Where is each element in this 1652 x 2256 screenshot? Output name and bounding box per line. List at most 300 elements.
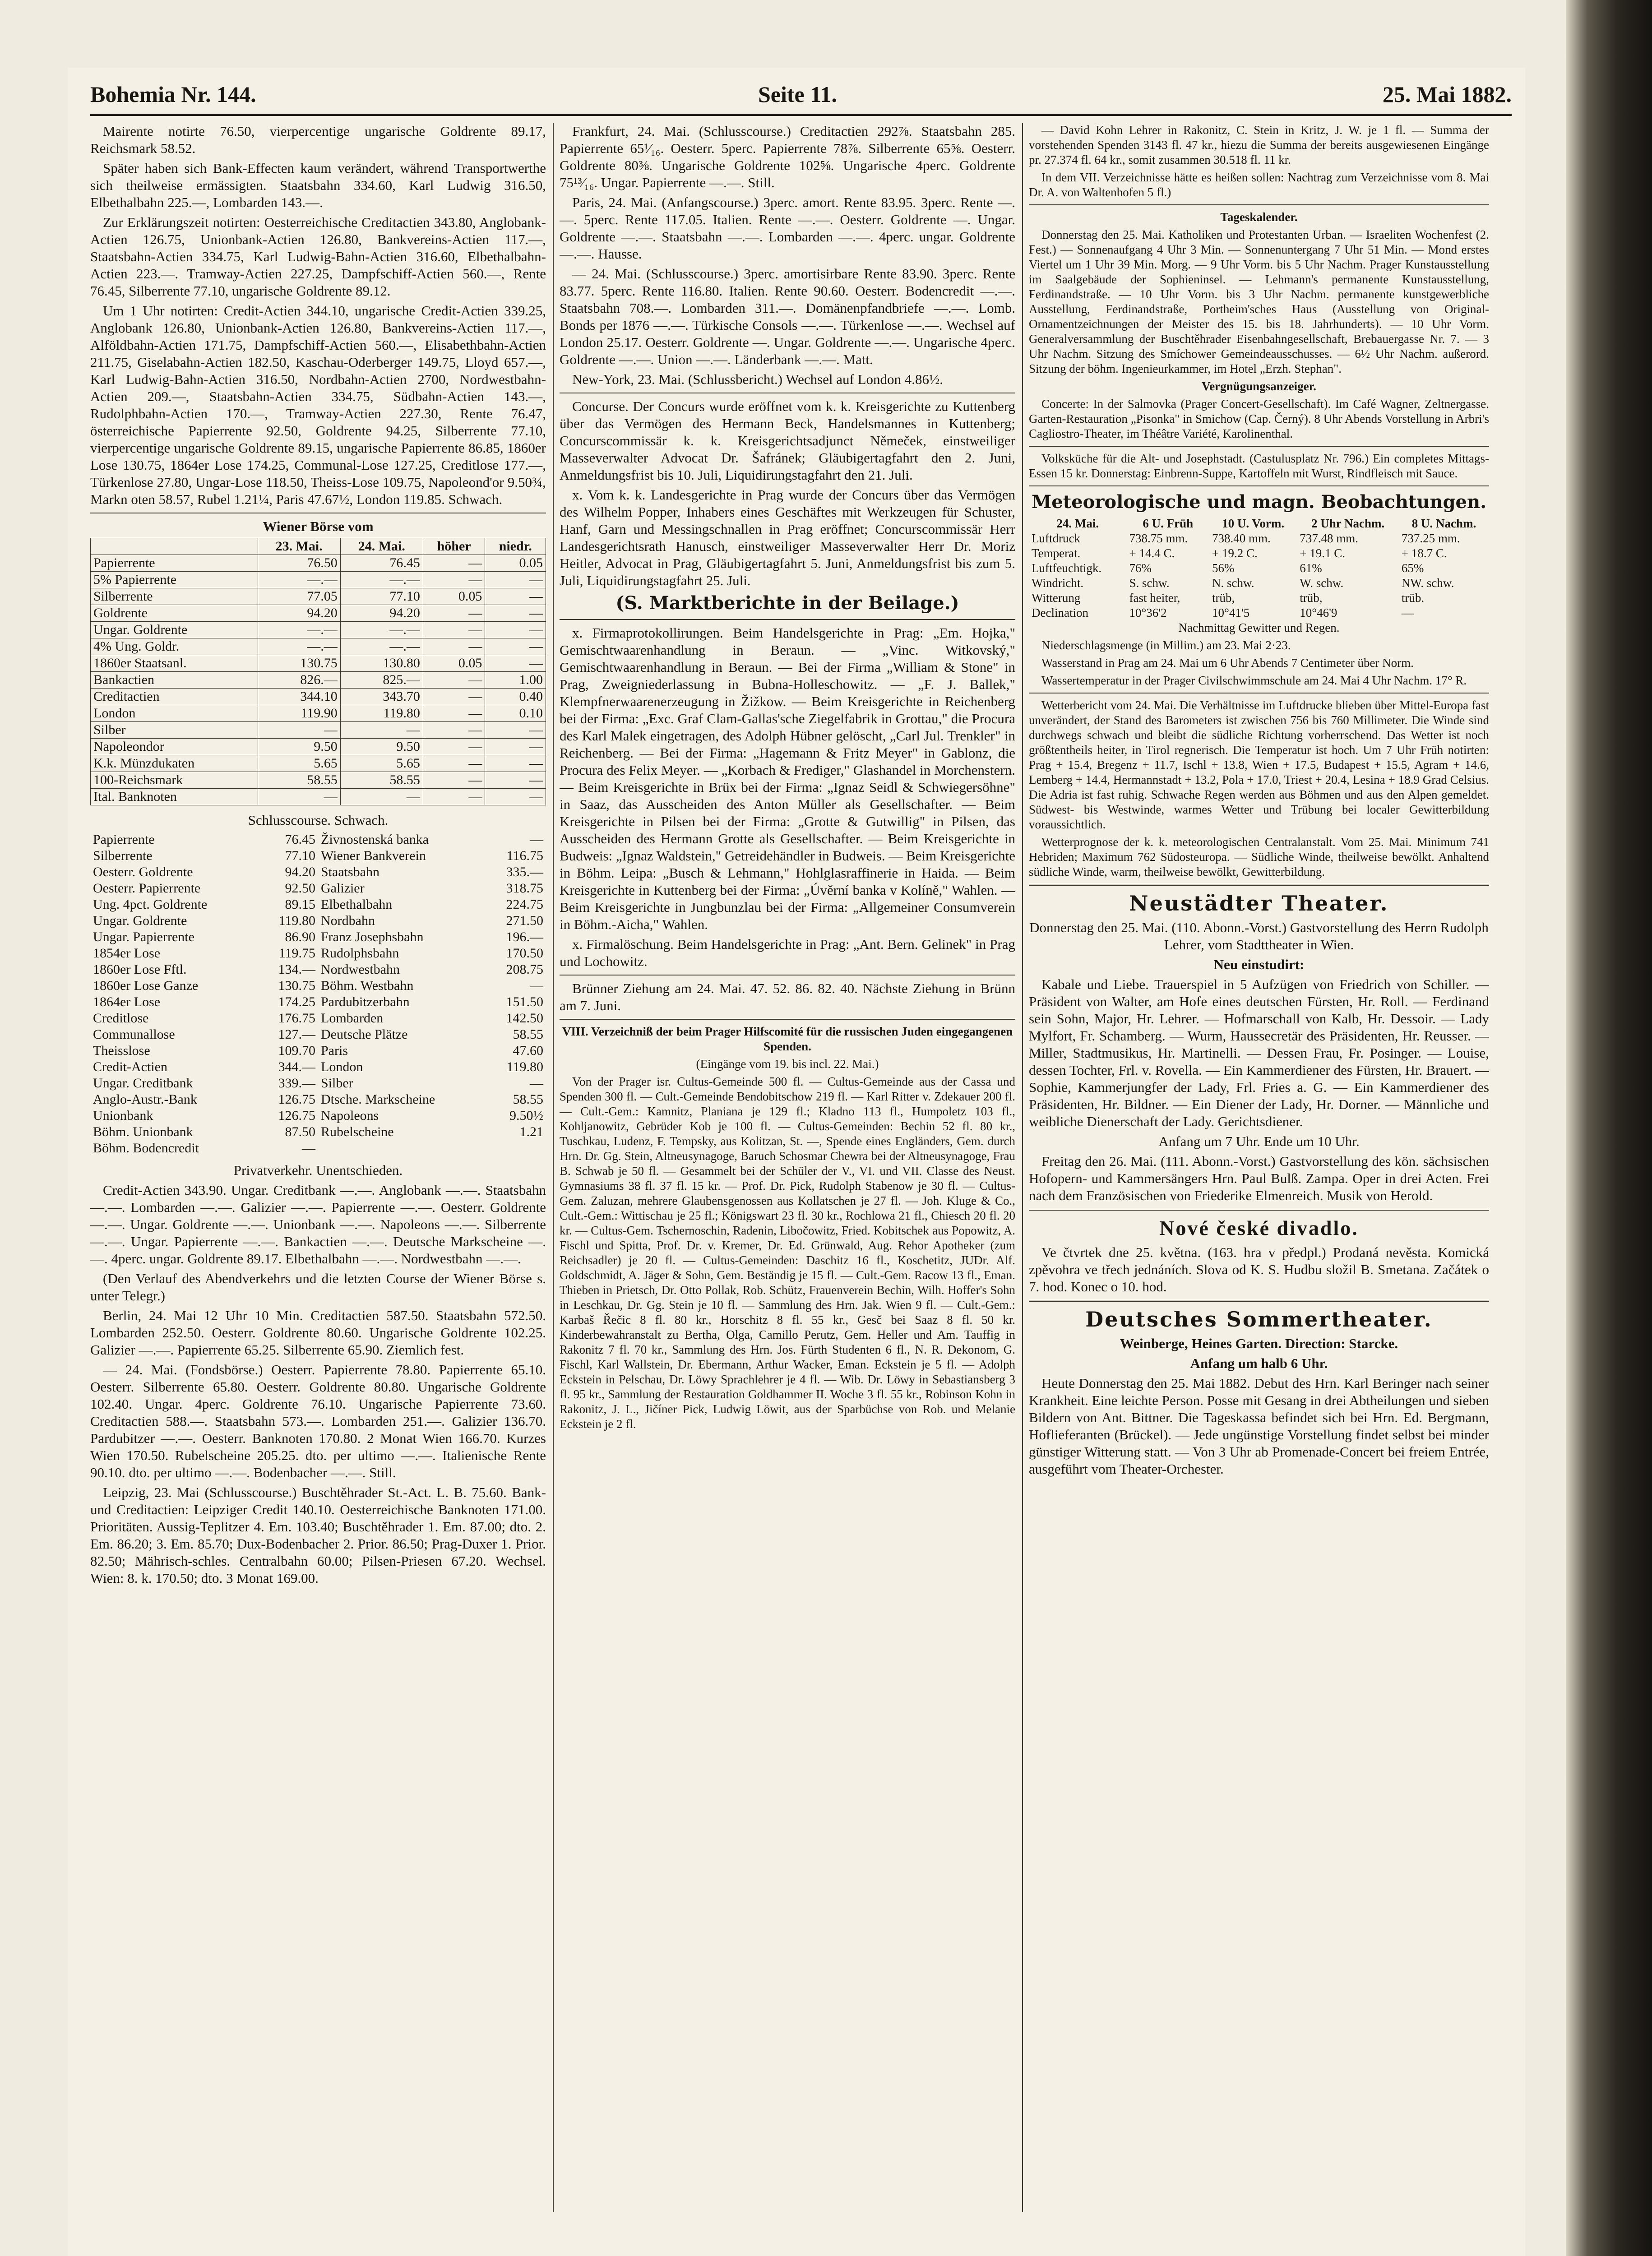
- table-cell: 94.20: [285, 864, 315, 879]
- paragraph: Nachmittag Gewitter und Regen.: [1178, 621, 1340, 634]
- table-cell: trüb,: [1212, 591, 1235, 605]
- table-header-cell: 23. Mai.: [258, 538, 340, 555]
- table-row: [91, 672, 546, 689]
- table-cell: Deutsche Plätze: [321, 1027, 408, 1042]
- table-cell: 142.50: [506, 1011, 543, 1026]
- table-cell: Luftfeuchtigk.: [1032, 561, 1102, 575]
- table-header-cell: 10 U. Vorm.: [1222, 517, 1285, 530]
- table-cell: London: [321, 1059, 363, 1074]
- table-cell: 86.90: [285, 929, 315, 944]
- table-row: [91, 622, 546, 638]
- paragraph: Weinberge, Heines Garten. Direction: Starcke.: [1120, 1336, 1398, 1351]
- table-row: [91, 555, 546, 572]
- table-cell: Silber: [91, 722, 258, 739]
- meteorology-table: [1029, 516, 1489, 620]
- table-cell: Silber: [321, 1076, 353, 1091]
- paragraph: (Den Verlauf des Abendverkehrs und die letzten Course der Wiener Börse s. unter Telegr.): [90, 1271, 546, 1304]
- table-cell: 224.75: [506, 897, 543, 912]
- wetterprognose: Wetterprognose der k. k. meteorologischen Centralanstalt. Vom 25. Mai. Minimum 741 Hebriden; Maximum 762 Südosteuropa. — Südliche Winde, theilweise bewölkt. Anhaltend südliche Winde, warm, theilweise bewölkt, Gewitterbildung.: [1029, 835, 1489, 878]
- table-row: [91, 705, 546, 722]
- table-cell: Rudolphsbahn: [321, 946, 399, 961]
- neustaedter-theater-title: Neustädter Theater.: [1129, 891, 1389, 915]
- table-cell: + 18.7 C.: [1401, 546, 1447, 560]
- paragraph: Später haben sich Bank-Effecten kaum verändert, während Transportwerthe sich theilweise ermässigten. Staatsbahn 334.60, Karl Ludwig 316.50, Elbethalbahn 225.—, Lombarden 143.—.: [90, 160, 546, 210]
- wetterbericht: Wetterbericht vom 24. Mai. Die Verhältnisse im Luftdrucke blieben über Mittel-Europa fast unverändert, der Stand des Barometers ist zwischen 756 bis 760 Millimeter. Die Winde sind durchwegs schwach und bleibt die südliche Richtung vorherrschend. Das Wetter ist noch größtentheils heiter, in Tirol regnerisch. Die Temperatur ist hoch. Um 7 Uhr Früh notirten: Prag + 15.4, Bregenz + 11.7, Ischl + 13.8, Wien + 17.5, Budapest + 15.5, Agram + 14.6, Lemberg + 14.4, Hermannstadt + 13.2, Pola + 17.0, Triest + 20.4, Lesina + 18.9 Grad Celsius. Die Adria ist fast ruhig. Schwache Regen werden aus Böhmen und aus den Alpen gemeldet. Südwest- bis Westwinde, warmes Wetter und Trübung bei localer Gewitterbildung voraussichtlich.: [1029, 698, 1489, 831]
- table-row: [1029, 531, 1489, 546]
- table-cell: Creditactien: [91, 689, 258, 705]
- table-cell: Ungar. Creditbank: [93, 1076, 193, 1091]
- table-cell: —: [423, 755, 485, 772]
- table-cell: Unionbank: [93, 1108, 153, 1123]
- schluss-table: [90, 832, 546, 1156]
- paragraph: Neu einstudirt:: [1213, 957, 1305, 972]
- divider: [1029, 884, 1489, 886]
- table-cell: —: [423, 572, 485, 588]
- table-cell: 58.55: [340, 772, 423, 789]
- table-cell: 1860er Lose Fftl.: [93, 962, 187, 977]
- table-row: [91, 588, 546, 605]
- tageskalender-body: Donnerstag den 25. Mai. Katholiken und Protestanten Urban. — Israeliten Wochenfest (2. Fest.) — Sonnenaufgang 4 Uhr 3 Min. — Sonnenuntergang 7 Uhr 51 Min. — Mond erstes Viertel um 1 Uhr 39 Min. Morg. — 9 Uhr Vorm. bis 5 Uhr Nachm. Prager Kunstausstellung im Saalgebäude der Sophieninsel. — Lehmann's permanente Kunstausstellung, Ferdinandstraße. — 10 Uhr Vorm. bis 3 Uhr Nachm. permanente kunstgewerbliche Ausstellung, Ferdinandstraße, Portheim'sches Haus (Ausstellung von Original-Ornamentzeichnungen der Meister des 15. bis 18. Jahrhunderts). — 10 Uhr Vorm. Generalversammlung der Buschtěhrader Eisenbahngesellschaft, Brebauergasse Nr. 7. — 3 Uhr Nachm. Sitzung des Smíchower Gemeindeausschusses. — 6½ Uhr Nachm. außerord. Sitzung der böhm. Ingenieurkammer, im Hotel „Erzh. Stephan".: [1029, 228, 1489, 375]
- table-cell: 1864er Lose: [93, 994, 161, 1009]
- table-cell: 76%: [1129, 561, 1152, 575]
- table-cell: —.—: [340, 638, 423, 655]
- table-cell: 130.80: [340, 655, 423, 672]
- table-row: [90, 1140, 546, 1156]
- table-cell: W. schw.: [1300, 576, 1344, 590]
- column-3: [1029, 123, 1489, 2212]
- table-cell: 61%: [1300, 561, 1322, 575]
- tageskalender-title: Tageskalender.: [1220, 210, 1298, 224]
- table-cell: 76.45: [340, 555, 423, 572]
- table-cell: 737.48 mm.: [1300, 532, 1359, 545]
- table-cell: —: [423, 622, 485, 638]
- table-cell: —: [423, 739, 485, 755]
- table-cell: NW. schw.: [1401, 576, 1454, 590]
- table-row: [91, 789, 546, 805]
- paragraph: Anfang um 7 Uhr. Ende um 10 Uhr.: [1158, 1133, 1360, 1149]
- table-row: [1029, 606, 1489, 620]
- table-cell: trüb,: [1300, 591, 1323, 605]
- table-cell: 109.70: [278, 1043, 315, 1058]
- table-row: [1029, 591, 1489, 606]
- paragraph: Credit-Actien 343.90. Ungar. Creditbank —.—. Anglobank —.—. Staatsbahn —.—. Lombarden —.—. Galizier —.—. Papierrente —.—. Oesterr. Goldrente —.—. Ungar. Goldrente —.—. Unionbank —.—. Napoleons —.—. Silberrente —.—. Ungar. Papierrente —.—. Bankactien —.—. Deutsche Markscheine —.—. 4perc. ungar. Goldrente 89.17. Elbethalbahn —.—. Nordwestbahn —.—.: [90, 1182, 546, 1267]
- table-cell: Communallose: [93, 1027, 175, 1042]
- table-cell: —: [423, 638, 485, 655]
- table-cell: 119.80: [506, 1059, 543, 1074]
- table-cell: 208.75: [506, 962, 543, 977]
- table-row: [90, 1124, 546, 1140]
- table-cell: S. schw.: [1129, 576, 1170, 590]
- column-2: [560, 123, 1015, 2212]
- table-cell: 77.10: [340, 588, 423, 605]
- table-cell: Witterung: [1032, 591, 1081, 605]
- column-rule: [1022, 123, 1023, 2212]
- table-row: [90, 897, 546, 913]
- table-cell: Theisslose: [93, 1043, 150, 1058]
- table-cell: 318.75: [506, 881, 543, 896]
- table-cell: N. schw.: [1212, 576, 1254, 590]
- table-cell: 94.20: [340, 605, 423, 622]
- table-cell: Ung. 4pct. Goldrente: [93, 897, 208, 912]
- table-cell: 737.25 mm.: [1401, 532, 1460, 545]
- table-cell: —: [423, 705, 485, 722]
- table-row: [90, 929, 546, 945]
- divider: [1029, 446, 1489, 447]
- table-cell: 126.75: [278, 1092, 315, 1107]
- table-row: [90, 994, 546, 1010]
- divider: [1029, 1300, 1489, 1302]
- header-rule: [90, 114, 1512, 116]
- table-row: [90, 832, 546, 848]
- paragraph: Leipzig, 23. Mai (Schlusscourse.) Buschtěhrader St.-Act. L. B. 75.60. Bank- und Creditactien: Leipziger Credit 140.10. Oesterreichische Banknoten 171.00. Prioritäten. Aussig-Teplitzer 4. Em. 103.40; Buschtěhrader 1. Em. 87.00; dto. 2. Em. 86.20; 3. Em. 85.70; Dux-Bodenbacher 2. Prior. 86.50; Prag-Duxer 1. Prior. 82.50; Mährisch-schles. Centralbahn 60.00; Pilsen-Priesen 67.20. Wechsel. Wien: 8. k. 170.50; dto. 3 Monat 169.00.: [90, 1484, 546, 1586]
- table-cell: 0.40: [485, 689, 546, 705]
- table-cell: Lombarden: [321, 1011, 384, 1026]
- table-cell: 1860er Lose Ganze: [93, 978, 199, 993]
- table-row: [91, 739, 546, 755]
- table-cell: Credit-Actien: [93, 1059, 167, 1074]
- table-cell: 77.10: [285, 848, 315, 863]
- table-cell: 130.75: [258, 655, 340, 672]
- paragraph: Berlin, 24. Mai 12 Uhr 10 Min. Creditactien 587.50. Staatsbahn 572.50. Lombarden 252.50. Oesterr. Goldrente 80.60. Ungarische Goldrente 102.25. Galizier —.—. Papierrente 65.25. Silberrente 65.90. Ziemlich fest.: [90, 1308, 546, 1358]
- table-cell: 1854er Lose: [93, 946, 161, 961]
- table-row: [90, 913, 546, 929]
- table-cell: Bankactien: [91, 672, 258, 689]
- table-cell: Paris: [321, 1043, 348, 1058]
- page-date: 25. Mai 1882.: [1382, 82, 1512, 107]
- table-cell: 174.25: [278, 994, 315, 1009]
- table-cell: Anglo-Austr.-Bank: [93, 1092, 197, 1107]
- table-cell: 58.55: [258, 772, 340, 789]
- table-cell: 58.55: [513, 1092, 543, 1107]
- table-cell: —: [423, 772, 485, 789]
- table-cell: 100-Reichsmark: [91, 772, 258, 789]
- paragraph: Zur Erklärungszeit notirten: Oesterreichische Creditactien 343.80, Anglobank-Actien 126.75, Unionbank-Actien 126.80, Bankvereins-Actien 117.—, Staatsbahn-Actien 334.75, Karl Ludwig-Bahn-Actien 316.60, Elbethalbahn-Actien 223.—. Tramway-Actien 227.25, Dampfschiff-Actien 560.—, Rente 76.45, Silberrente 77.10, ungarische Goldrente 89.12.: [90, 214, 546, 299]
- table-cell: —: [485, 655, 546, 672]
- table-row: [90, 864, 546, 880]
- table-cell: 56%: [1212, 561, 1235, 575]
- table-cell: 92.50: [285, 881, 315, 896]
- table-cell: [486, 1140, 546, 1156]
- table-cell: 151.50: [506, 994, 543, 1009]
- table-cell: 119.75: [278, 946, 315, 961]
- table-cell: —: [485, 739, 546, 755]
- spenden-subtitle: (Eingänge vom 19. bis incl. 22. Mai.): [696, 1057, 879, 1071]
- table-cell: 339.—: [278, 1076, 315, 1091]
- table-cell: 176.75: [278, 1011, 315, 1026]
- table-cell: —: [423, 722, 485, 739]
- paragraph: — 24. Mai. (Fondsbörse.) Oesterr. Papierrente 78.80. Papierrente 65.10. Oesterr. Silberrente 65.80. Oesterr. Goldrente 80.80. Ungarische Goldrente 102.40. Ungar. 4perc. Goldrente 76.10. Ungarische Papierrente 73.60. Creditactien 588.—. Staatsbahn 573.—. Lombarden 251.—. Galizier 136.70. Pardubitzer —.—. Oesterr. Banknoten 170.80. 2 Monat Wien 166.70. Kurzes Wien 170.50. Rubelscheine 205.25. dto. per ultimo —.—. Italienische Rente 90.10. dto. per ultimo —.—. Bodenbacher —.—. Still.: [90, 1362, 546, 1480]
- paragraph: In dem VII. Verzeichnisse hätte es heißen sollen: Nachtrag zum Verzeichnisse vom 8. Mai Dr. A. von Waltenhofen 5 fl.): [1029, 171, 1489, 199]
- divider: [1029, 1209, 1489, 1211]
- table-cell: Declination: [1032, 606, 1088, 619]
- spenden-title: VIII. Verzeichniß der beim Prager Hilfscomité für die russischen Juden eingegangenen Spenden.: [562, 1025, 1013, 1053]
- paragraph: Wassertemperatur in der Prager Civilschwimmschule am 24. Mai 4 Uhr Nachm. 17° R.: [1041, 674, 1467, 687]
- table-cell: —: [423, 789, 485, 805]
- table-cell: Goldrente: [91, 605, 258, 622]
- paragraph: New-York, 23. Mai. (Schlussbericht.) Wechsel auf London 4.86½.: [572, 371, 944, 387]
- table-cell: —.—: [340, 622, 423, 638]
- table-cell: Galizier: [321, 881, 365, 896]
- table-cell: —: [485, 588, 546, 605]
- table-cell: —: [423, 689, 485, 705]
- table-row: [91, 638, 546, 655]
- table-cell: 76.50: [258, 555, 340, 572]
- table-cell: Temperat.: [1032, 546, 1081, 560]
- table-cell: Ital. Banknoten: [91, 789, 258, 805]
- table-cell: 65%: [1401, 561, 1424, 575]
- table-cell: Ungar. Goldrente: [93, 913, 187, 928]
- nove-divadlo-title: Nové české divadlo.: [1159, 1216, 1359, 1239]
- table-row: [91, 605, 546, 622]
- table-cell: 196.—: [506, 929, 543, 944]
- table-cell: Papierrente: [91, 555, 258, 572]
- table-cell: 10°41'5: [1212, 606, 1250, 619]
- table-cell: 134.—: [278, 962, 315, 977]
- table-cell: Silberrente: [91, 588, 258, 605]
- table-header-cell: 8 U. Nachm.: [1411, 517, 1476, 530]
- table-row: [90, 945, 546, 962]
- table-cell: —: [423, 605, 485, 622]
- table-cell: —: [485, 622, 546, 638]
- table-cell: 9.50: [258, 739, 340, 755]
- table-cell: Creditlose: [93, 1011, 149, 1026]
- table-cell: 119.90: [258, 705, 340, 722]
- meteorology-title: Meteorologische und magn. Beobachtungen.: [1032, 491, 1486, 513]
- table-cell: trüb.: [1401, 591, 1425, 605]
- table-cell: —: [423, 555, 485, 572]
- column-1: [90, 123, 546, 2212]
- table-cell: 87.50: [285, 1124, 315, 1139]
- table-cell: 116.75: [506, 848, 543, 863]
- table-cell: 76.45: [285, 832, 315, 847]
- table-cell: Windricht.: [1032, 576, 1084, 590]
- paragraph: Wasserstand in Prag am 24. Mai um 6 Uhr Abends 7 Centimeter über Norm.: [1041, 656, 1414, 670]
- schluss-title: Schlusscourse. Schwach.: [248, 812, 389, 828]
- paragraph: x. Vom k. k. Landesgerichte in Prag wurde der Concurs über das Vermögen des Wilhelm Popper, Inhabers eines Geschäftes mit Werkzeugen für Schuster, Hanf, Garn und Messingschnallen in Prag eröffnet; Concurscommissär Herr Landesgerichtsrath Hanusch, einstweiliger Masseverwalter Herr Dr. Moriz Heitler, Advocat in Prag, Gläubigertagfahrt 5. Juni, Anmeldungsfrist bis zum 5. Juli, Liquidirungstagfahrt 25. Juli.: [560, 487, 1015, 588]
- table-cell: Luftdruck: [1032, 532, 1080, 545]
- table-cell: 271.50: [506, 913, 543, 928]
- paragraph: Freitag den 26. Mai. (111. Abonn.-Vorst.) Gastvorstellung des kön. sächsischen Hofopern- und Kammersängers Hrn. Paul Bulß. Zampa. Oper in drei Acten. Frei nach dem Französischen von Friederike Elmenreich. Musik von Herold.: [1029, 1153, 1489, 1203]
- table-cell: —.—: [258, 638, 340, 655]
- newspaper-title: Bohemia Nr. 144.: [90, 82, 256, 107]
- table-cell: 825.—: [340, 672, 423, 689]
- table-cell: —: [485, 722, 546, 739]
- table-cell: —: [485, 789, 546, 805]
- table-row: [91, 772, 546, 789]
- table-cell: Staatsbahn: [321, 864, 379, 879]
- table-cell: [318, 1140, 486, 1156]
- table-cell: 47.60: [513, 1043, 543, 1058]
- privat-title: Privatverkehr. Unentschieden.: [233, 1162, 403, 1178]
- page-header: [90, 81, 1512, 108]
- table-header-cell: 24. Mai.: [340, 538, 423, 555]
- table-cell: 170.50: [506, 946, 543, 961]
- table-cell: —: [258, 722, 340, 739]
- table-cell: Nordbahn: [321, 913, 375, 928]
- table-cell: Böhm. Unionbank: [93, 1124, 193, 1139]
- table-cell: —: [1401, 606, 1414, 619]
- table-cell: 0.05: [485, 555, 546, 572]
- table-row: [1029, 546, 1489, 561]
- marktberichte-notice: (S. Marktberichte in der Beilage.): [615, 592, 959, 614]
- table-cell: 10°36'2: [1129, 606, 1167, 619]
- table-row: [90, 1026, 546, 1043]
- divider: [560, 1019, 1015, 1020]
- table-cell: 77.05: [258, 588, 340, 605]
- table-cell: 738.40 mm.: [1212, 532, 1271, 545]
- table-cell: —: [530, 1076, 543, 1091]
- table-row: [91, 755, 546, 772]
- table-header-cell: 6 U. Früh: [1143, 517, 1194, 530]
- table-cell: + 19.1 C.: [1300, 546, 1346, 560]
- column-rule: [553, 123, 554, 2212]
- page-number: Seite 11.: [758, 82, 837, 107]
- table-cell: 5% Papierrente: [91, 572, 258, 588]
- table-cell: Pardubitzerbahn: [321, 994, 410, 1009]
- table-cell: 826.—: [258, 672, 340, 689]
- table-cell: —: [485, 605, 546, 622]
- paragraph: Heute Donnerstag den 25. Mai 1882. Debut des Hrn. Karl Beringer nach seiner Krankheit. Eine leichte Person. Posse mit Gesang in drei Abtheilungen und sieben Bildern von Ant. Bittner. Die Tageskassa befindet sich bei Hrn. Ed. Bergmann, Hoflieferanten (Brückel). — Jede ungünstige Vorstellung findet selbst bei minder günstiger Witterung statt. — Von 3 Uhr ab Promenade-Concert bei freiem Entrée, ausgeführt vom Theater-Orchester.: [1029, 1375, 1489, 1477]
- paragraph: Donnerstag den 25. Mai. (110. Abonn.-Vorst.) Gastvorstellung des Herrn Rudolph Lehrer, vom Stadttheater in Wien.: [1029, 920, 1489, 952]
- table-row: [91, 655, 546, 672]
- table-cell: —: [423, 672, 485, 689]
- table-row: [91, 722, 546, 739]
- table-header-cell: [91, 538, 258, 555]
- table-cell: fast heiter,: [1129, 591, 1180, 605]
- table-cell: Ungar. Goldrente: [91, 622, 258, 638]
- table-cell: Elbethalbahn: [321, 897, 393, 912]
- table-cell: 344.—: [278, 1059, 315, 1074]
- table-row: [90, 1075, 546, 1091]
- table-cell: Oesterr. Goldrente: [93, 864, 193, 879]
- table-cell: 0.10: [485, 705, 546, 722]
- table-cell: 9.50½: [509, 1108, 543, 1123]
- table-cell: Napoleons: [321, 1108, 379, 1123]
- paragraph: Frankfurt, 24. Mai. (Schlusscourse.) Creditactien 292⅞. Staatsbahn 285. Papierrente 65¹⁄₁₆. Oesterr. 5perc. Papierrente 78⅞. Silberrente 65⅝. Oesterr. Goldrente 80⅜. Ungarische Goldrente 102⅝. Ungarische 4perc. Goldrente 75¹³⁄₁₆. Ungar. Papierrente —.—. Still.: [560, 123, 1015, 190]
- table-cell: Dtsche. Markscheine: [321, 1092, 435, 1107]
- sommertheater-title: Deutsches Sommertheater.: [1085, 1307, 1433, 1331]
- table-header-cell: niedr.: [485, 538, 546, 555]
- table-cell: 119.80: [278, 913, 315, 928]
- table-row: [1029, 561, 1489, 576]
- divider: [1029, 204, 1489, 205]
- table-cell: Franz Josephsbahn: [321, 929, 424, 944]
- table-cell: + 19.2 C.: [1212, 546, 1258, 560]
- table-cell: —: [340, 722, 423, 739]
- divider: [560, 619, 1015, 620]
- page-binding-edge: [1566, 0, 1652, 2256]
- paragraph: Ve čtvrtek dne 25. května. (163. hra v předpl.) Prodaná nevěsta. Komická zpěvohra ve třech jednáních. Slova od K. S. Hudbu složil B. Smetana. Začátek o 7. hod. Konec o 10. hod.: [1029, 1244, 1489, 1294]
- paragraph: — David Kohn Lehrer in Rakonitz, C. Stein in Kritz, J. W. je 1 fl. — Summa der vorstehenden Spenden 3143 fl. 47 kr., hiezu die Summa der bereits ausgewiesenen Eingänge pr. 27.374 fl. 64 kr., somit zusammen 30.518 fl. 11 kr.: [1029, 123, 1489, 166]
- table-cell: 58.55: [513, 1027, 543, 1042]
- table-cell: —.—: [340, 572, 423, 588]
- table-row: [90, 1108, 546, 1124]
- table-cell: Papierrente: [93, 832, 155, 847]
- table-row: [91, 572, 546, 588]
- table-cell: London: [91, 705, 258, 722]
- table-cell: 89.15: [285, 897, 315, 912]
- table-cell: 5.65: [340, 755, 423, 772]
- table-cell: 738.75 mm.: [1129, 532, 1188, 545]
- table-cell: 0.05: [423, 588, 485, 605]
- table-cell: Oesterr. Papierrente: [93, 881, 201, 896]
- paragraph: Anfang um halb 6 Uhr.: [1190, 1355, 1328, 1371]
- table-cell: —: [340, 789, 423, 805]
- table-cell: K.k. Münzdukaten: [91, 755, 258, 772]
- table-cell: Napoleondor: [91, 739, 258, 755]
- table-header-cell: 24. Mai.: [1056, 517, 1099, 530]
- table-cell: 1860er Staatsanl.: [91, 655, 258, 672]
- table-header-cell: höher: [423, 538, 485, 555]
- boerse-table: [90, 538, 546, 805]
- spenden-body: Von der Prager isr. Cultus-Gemeinde 500 fl. — Cultus-Gemeinde aus der Cassa und Spenden 300 fl. — Cult.-Gemeinde Bendobitschow 219 fl. — Karl Ritter v. Zdekauer 200 fl. — Cult.-Gem.: Kamnitz, Planiana je 129 fl.; Kladno 113 fl., Humpoletz 103 fl., Kohljanowitz, Gebrüder Kob je 100 fl. — Cultus-Gemeinden: Bechin 52 fl. 80 kr., Tuschkau, Ludenz, F. Tempsky, aus Kolitzan, St. —, Spende eines Engländers, Gem. durch Hrn. Dr. Gg. Stein, Altneusynagoge, Baruch Schosmar Chewra bei der Altneusynagoge, Frau B. Schwab je 50 fl. — Gesammelt bei der Schüler der V., VI. und VII. Classe des Neust. Gymnasiums 38 fl. 37 fl. 15 kr. — Prof. Dr. Pick, Rudolph Stabenow je 30 fl. — Cultus-Gem. Zaluzan, mehrere Glaubensgenossen aus Kollatschen je 27 fl. — Joh. Kluge & Co., Cult.-Gem.: Wittischau je 25 fl.; Königswart 23 fl. 30 kr., Rochlowa 21 fl., Chiesch 20 fl. 20 kr. — Cultus-Gem. Tschernoschin, Radenin, Libočowitz, Fried. Kobitschek aus Popowitz, A. Fischl und Spitta, Prof. Dr. v. Kremer, Dr. Ed. Grünwald, Aug. Rehor Apotheker (zum Reichsadler) je 20 fl. — Cultus-Gemeinden: Daschitz 16 fl., Koschetitz, JUDr. Alf. Goldschmidt, A. Jäger & Sohn, Gem. Beständig je 15 fl. — Cult.-Gem. Racow 13 fl., Eman. Thieben in Prietsch, Dr. Otto Pollak, Rob. Schütz, Frauenverein Bechin, Wilh. Hoffer's Sohn in Leschkau, Dr. Gg. Stein je 10 fl. — Sammlung des Hrn. Jak. Wien 9 fl. — Cult.-Gem.: Karbaš Řečic 8 fl. 80 kr., Horschitz 8 fl. 55 kr., Gesč bei Saaz 8 fl. 50 kr. Kinderbewahranstalt zu Bertha, Olga, Camillo Perutz, Gem. Heller und Am. Tauffig in Rakonitz 7 fl. 70 kr., Sammlung des Hrn. Jos. Fürth Studenten 6 fl., N. R. Dekonom, G. Fischl, Karl Wallstein, Dr. Ebermann, Arthur Wacker, Eman. Eckstein je 5 fl. — Adolph Eckstein in Pelschau, Dr. Löwy Sprachlehrer je 4 fl. — Wib. Dr. Löwy in Sebastiansberg 3 fl. 95 kr., Sammlung der Restauration Goldhammer II. Woche 3 fl. 55 kr., Robinson Kohn in Rakonitz, J. L., Jičíner Pick, Ludwig Löwit, aus der Sparbüchse von Rob. und Melanie Eckstein je 2 fl.: [560, 1075, 1015, 1431]
- table-row: [90, 848, 546, 864]
- table-cell: 130.75: [278, 978, 315, 993]
- table-cell: —.—: [258, 572, 340, 588]
- table-row: [90, 880, 546, 897]
- paragraph: x. Firmalöschung. Beim Handelsgerichte in Prag: „Ant. Bern. Gelinek" in Prag und Lochowitz.: [560, 936, 1015, 969]
- table-cell: 344.10: [258, 689, 340, 705]
- table-row: [90, 1043, 546, 1059]
- table-row: [90, 1010, 546, 1026]
- table-cell: Živnostenská banka: [321, 832, 429, 847]
- table-cell: 10°46'9: [1300, 606, 1337, 619]
- table-cell: —: [485, 772, 546, 789]
- table-row: [91, 689, 546, 705]
- table-cell: Ungar. Papierrente: [93, 929, 194, 944]
- paragraph: Um 1 Uhr notirten: Credit-Actien 344.10, ungarische Credit-Actien 339.25, Anglobank 126.80, Unionbank-Actien 126.80, Bankvereins-Actien 117.—, Alföldbahn-Actien 171.75, Dampfschiff-Actien 560.—, Elisabethbahn-Actien 211.75, Giselabahn-Actien 182.50, Kaschau-Oderberger 149.75, Lloyd 657.—, Karl Ludwig-Bahn-Actien 316.50, Nordbahn-Actien 2700, Nordwestbahn-Actien 209.—, Staatsbahn-Actien 334.75, Südbahn-Actien 143.—, Rudolphbahn-Actien 170.—, Tramway-Actien 227.30, Rente 76.47, österreichische Papierrente 92.50, Goldrente 94.25, Silberrente 77.10, vierpercentige ungarische Goldrente 89.15, ungarische Papierrente 86.85, 1860er Lose 130.75, 1864er Lose 174.25, Communal-Lose 127.25, Creditlose 177.—, Türkenlose 27.80, Ungar-Lose 118.50, Theiss-Lose 109.75, Napoleond'or 9.50¾, Markn oten 58.57, Rubel 1.21¼, Paris 47.67½, London 119.85. Schwach.: [90, 303, 546, 507]
- table-row: [90, 962, 546, 978]
- table-cell: Rubelscheine: [321, 1124, 394, 1139]
- table-cell: 343.70: [340, 689, 423, 705]
- divider: [1029, 485, 1489, 486]
- table-cell: —: [530, 978, 543, 993]
- table-cell: —: [302, 1141, 315, 1156]
- table-header-cell: 2 Uhr Nachm.: [1311, 517, 1385, 530]
- table-row: [1029, 576, 1489, 591]
- vergnuegung-title: Vergnügungsanzeiger.: [1202, 379, 1316, 393]
- table-cell: 9.50: [340, 739, 423, 755]
- volkskueche: Volksküche für die Alt- und Josephstadt. (Castulusplatz Nr. 796.) Ein completes Mittags-Essen 15 kr. Donnerstag: Einbrenn-Suppe, Kartoffeln mit Wurst, Rindfleisch mit Sauce.: [1029, 452, 1489, 480]
- table-cell: 94.20: [258, 605, 340, 622]
- table-cell: Böhm. Westbahn: [321, 978, 414, 993]
- table-row: [90, 1059, 546, 1075]
- paragraph: Niederschlagsmenge (in Millim.) am 23. Mai 2·23.: [1041, 638, 1291, 652]
- table-cell: + 14.4 C.: [1129, 546, 1175, 560]
- boerse-table-title: Wiener Börse vom: [263, 518, 374, 534]
- table-cell: —: [485, 572, 546, 588]
- table-cell: Wiener Bankverein: [321, 848, 426, 863]
- table-cell: —: [258, 789, 340, 805]
- table-cell: —: [485, 755, 546, 772]
- table-cell: 0.05: [423, 655, 485, 672]
- table-row: [90, 1091, 546, 1108]
- table-cell: Nordwestbahn: [321, 962, 400, 977]
- table-cell: 5.65: [258, 755, 340, 772]
- paragraph: Mairente notirte 76.50, vierpercentige ungarische Goldrente 89.17, Reichsmark 58.52.: [90, 123, 546, 156]
- paragraph: Kabale und Liebe. Trauerspiel in 5 Aufzügen von Friedrich von Schiller. — Präsident von Walter, am Hofe eines deutschen Fürsten, Hr. Roll. — Ferdinand sein Sohn, Major, Hr. Lehrer. — Hofmarschall von Kalb, Hr. Dessoir. — Lady Mylfort, Fr. Schamberg. — Wurm, Haussecretär des Präsidenten, Hr. Reusser. — Miller, Stadtmusikus, Hr. Martinelli. — Dessen Frau, Fr. Posinger. — Louise, dessen Tochter, Frl. v. Rovella. — Ein Kammerdiener des Fürsten, Hr. Brauert. — Sophie, Kammerjungfer der Lady, Frl. Fries a. G. — Ein Kammerdiener des Präsidenten, Hr. Bildner. — Ein Diener der Lady, Hr. Dorner. — Männliche und weibliche Dienerschaft der Lady. Gerichtsdiener.: [1029, 976, 1489, 1129]
- table-row: [90, 978, 546, 994]
- paragraph: x. Firmaprotokollirungen. Beim Handelsgerichte in Prag: „Em. Hojka," Gemischtwaarenhandlung in Beraun. — „Vinc. Witkovský," Gemischtwaarenhandlung in Beraun. — Bei der Firma „William & Stone" in Prag, Zweigniederlassung in Bubna-Holleschowitz. — „F. J. Ballek," Klempfnerwaarenerzeugung in Žižkow. — Beim Kreisgerichte in Reichenberg bei der Firma: „Exc. Graf Clam-Gallas'sche Ziegelfabrik in Grottau," die Procura des Karl Malek eingetragen, des Adolph Hübner gelöscht, „Carl Jul. Trenkler" in Reichenberg. — Bei der Firma: „Hagemann & Fritz Meyer" in Gablonz, die Procura des Felix Meyer. — „Korbach & Frediger," Glashandel in Morchenstern. — Beim Kreisgerichte in Brüx bei der Firma: „Ignaz Seidl & Schwiegersöhne" in Saaz, das Ausscheiden des Anton Müller als Gesellschafter. — Beim Kreisgerichte in Pilsen bei der Firma: „Grotte & Gutwillig" in Pilsen, das Ausscheiden des Hermann Grotte als Gesellschafter. — Beim Kreisgerichte in Budweis: „Ignaz Waldstein," Getreidehändler in Budweis. — Beim Kreisgerichte in Böhm. Leipa: „Busch & Lehmann," Hohlglasraffinerie in Haida. — Beim Kreisgerichte in Kuttenberg bei der Firma: „Úvěrní banka v Kolíně," Wahlen. — Beim Kreisgerichte in Jungbunzlau bei der Firma: „Allgemeiner Consumverein in Böhm.-Aicha," Wahlen.: [560, 625, 1015, 932]
- table-cell: Silberrente: [93, 848, 153, 863]
- table-cell: 1.21: [519, 1124, 543, 1139]
- table-cell: 119.80: [340, 705, 423, 722]
- paragraph: — 24. Mai. (Schlusscourse.) 3perc. amortisirbare Rente 83.90. 3perc. Rente 83.77. 5perc. Rente 116.80. Italien. Rente 90.60. Oesterr. Bodencredit —.—. Staatsbahn 708.—. Lombarden 311.—. Domänenpfandbriefe —.—. Lomb. Bonds per 1876 —.—. Türkische Consols —.—. Türkenlose —.—. Wechsel auf London 25.17. Oesterr. Goldrente —. Ungar. Goldrente —.—. Ungarische 4perc. Goldrente —.—. Union —.—. Länderbank —.—. Matt.: [560, 266, 1015, 367]
- paragraph: Concurse. Der Concurs wurde eröffnet vom k. k. Kreisgerichte zu Kuttenberg über das Vermögen des Hermann Beck, Handelsmannes in Kuttenberg; Concurscommissär k. k. Kreisgerichtsadjunct Němeček, einstweiliger Masseverwalter Advocat Dr. Šafránek; Gläubigertagfahrt den 2. Juni, Anmeldungsfrist bis 10. Juli, Liquidirungstagfahrt den 21. Juli.: [560, 398, 1015, 483]
- table-cell: 127.—: [278, 1027, 315, 1042]
- table-cell: —: [530, 832, 543, 847]
- paragraph: Paris, 24. Mai. (Anfangscourse.) 3perc. amort. Rente 83.95. 3perc. Rente —.—. 5perc. Rente 117.05. Italien. Rente —.—. Oesterr. Goldrente —. Ungar. Goldrente —.—. Staatsbahn —.—. Lombarden —.—. 4perc. ungar. Goldrente —.—. Hausse.: [560, 194, 1015, 262]
